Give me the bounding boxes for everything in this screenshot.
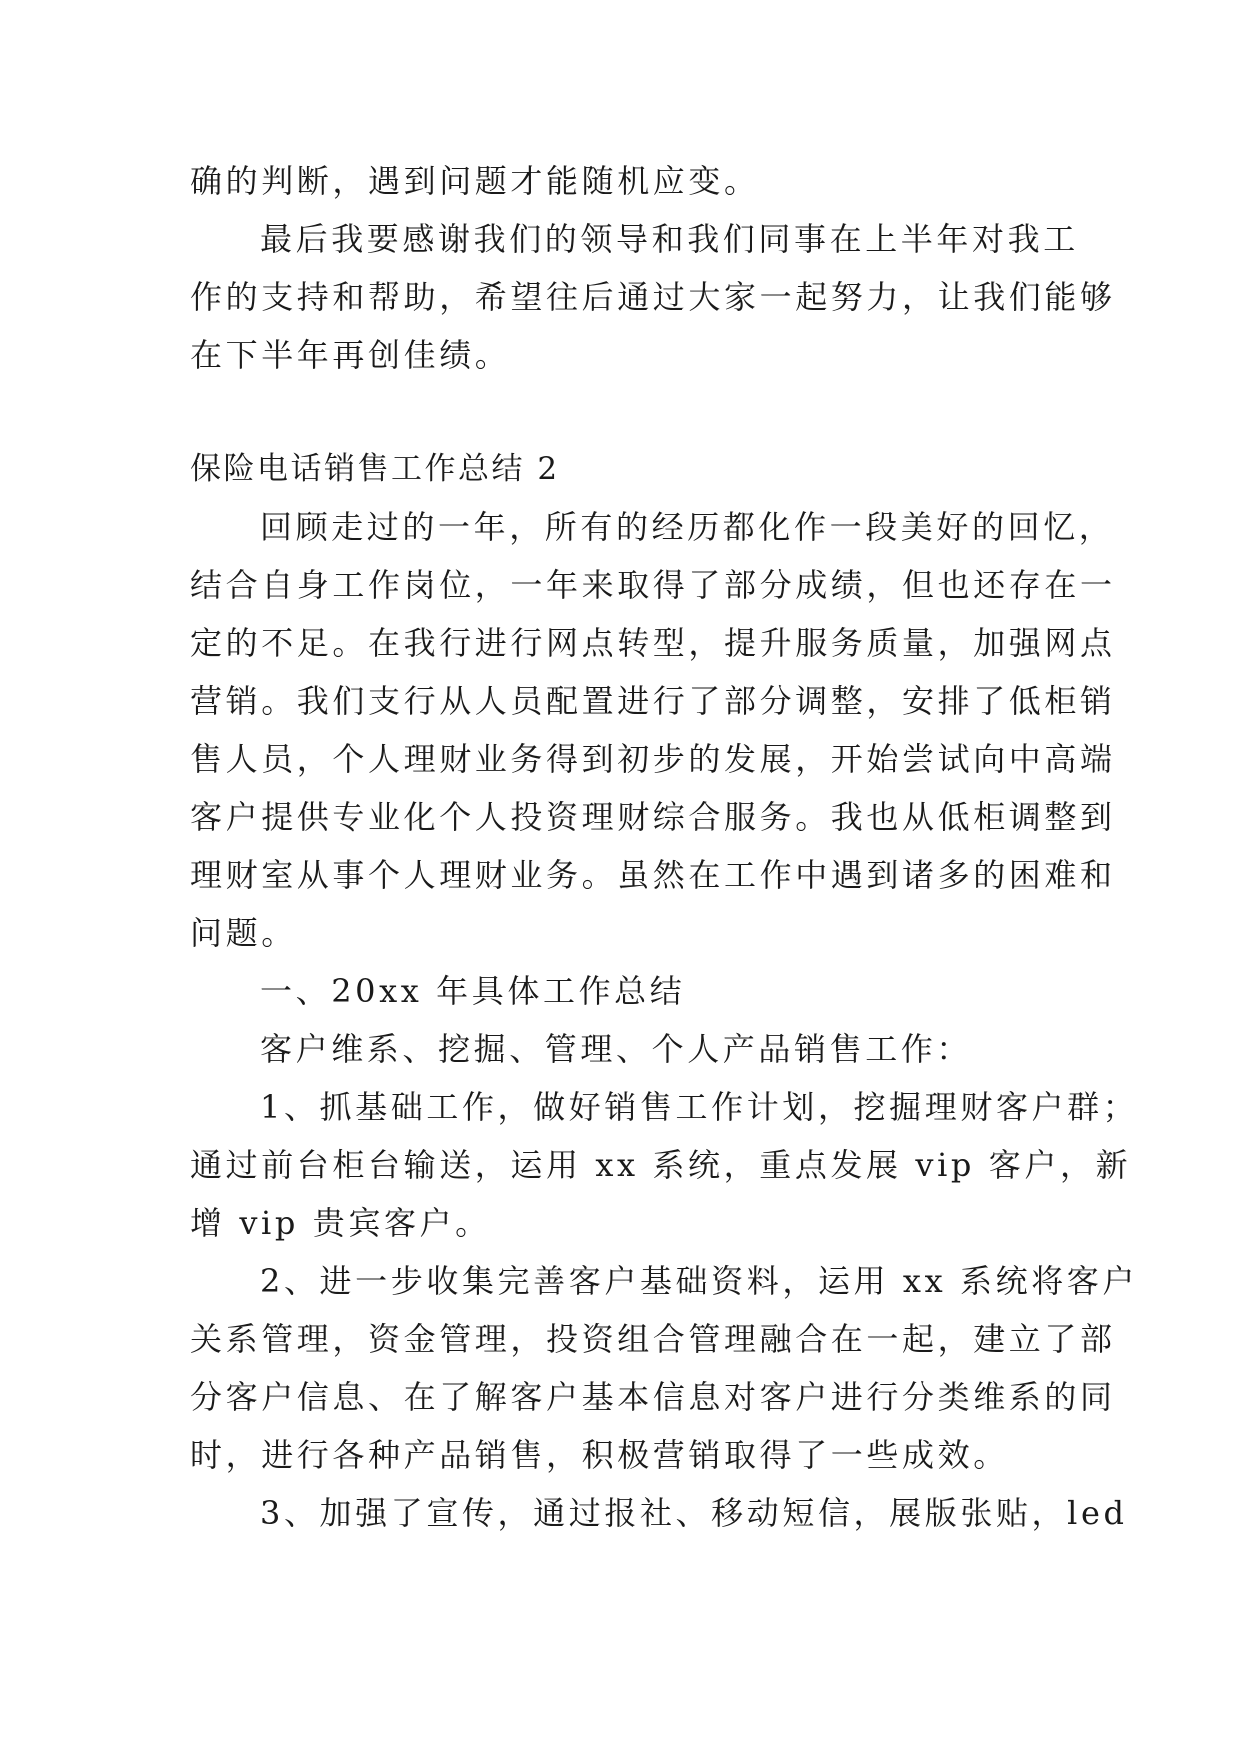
text-line: 1、抓基础工作，做好销售工作计划，挖掘理财客户群；: [260, 1088, 1139, 1126]
section-spacer: [190, 384, 1060, 440]
text-line: 分客户信息、在了解客户基本信息对客户进行分类维系的同: [190, 1378, 1116, 1416]
text-line: 客户维系、挖掘、管理、个人产品销售工作：: [260, 1030, 973, 1068]
paragraph-item-1: [190, 1078, 1139, 1252]
text-line: 理财室从事个人理财业务。虽然在工作中遇到诸多的困难和: [190, 856, 1116, 894]
text-line: 结合自身工作岗位，一年来取得了部分成绩，但也还存在一: [190, 566, 1116, 604]
section-title: 保险电话销售工作总结 2: [190, 451, 560, 487]
section-heading: [190, 440, 1060, 498]
paragraph-item-2: [190, 1252, 1138, 1484]
text-line: 增 vip 贵宾客户。: [190, 1204, 491, 1242]
paragraph-thanks: [190, 210, 1116, 384]
text-line: 营销。我们支行从人员配置进行了部分调整，安排了低柜销: [190, 682, 1116, 720]
paragraph-item-3: [190, 1484, 1128, 1542]
document-body: [190, 152, 1139, 1542]
text-line: 时，进行各种产品销售，积极营销取得了一些成效。: [190, 1436, 1009, 1474]
paragraph-review: [190, 498, 1116, 962]
text-line: 一、20xx 年具体工作总结: [260, 972, 686, 1010]
text-line: 客户提供专业化个人投资理财综合服务。我也从低柜调整到: [190, 798, 1116, 836]
text-line: 售人员，个人理财业务得到初步的发展，开始尝试向中高端: [190, 740, 1116, 778]
subheading-customer-work: [190, 1020, 1060, 1078]
text-line: 定的不足。在我行进行网点转型，提升服务质量，加强网点: [190, 624, 1116, 662]
text-line: 在下半年再创佳绩。: [190, 336, 511, 374]
text-line: 确的判断，遇到问题才能随机应变。: [190, 162, 760, 200]
paragraph-prev-end: [190, 152, 1060, 210]
text-line: 问题。: [190, 914, 297, 952]
text-line: 回顾走过的一年，所有的经历都化作一段美好的回忆，: [260, 508, 1115, 546]
text-line: 2、进一步收集完善客户基础资料，运用 xx 系统将客户: [260, 1262, 1138, 1300]
text-line: 关系管理，资金管理，投资组合管理融合在一起，建立了部: [190, 1320, 1116, 1358]
text-line: 通过前台柜台输送，运用 xx 系统，重点发展 vip 客户，新: [190, 1146, 1132, 1184]
text-line: 作的支持和帮助，希望往后通过大家一起努力，让我们能够: [190, 278, 1116, 316]
subheading-work-summary: [190, 962, 1060, 1020]
text-line: 3、加强了宣传，通过报社、移动短信，展版张贴，led: [260, 1494, 1128, 1532]
text-line: 最后我要感谢我们的领导和我们同事在上半年对我工: [260, 220, 1079, 258]
